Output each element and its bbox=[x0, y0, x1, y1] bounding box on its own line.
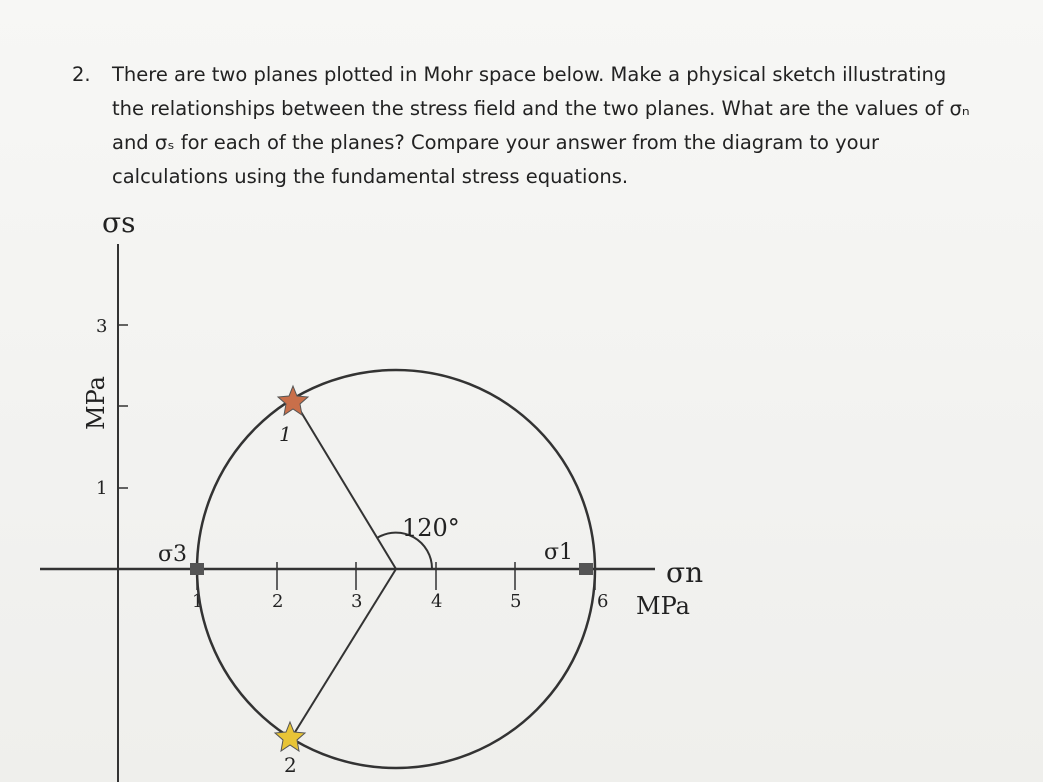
sigma3-marker bbox=[190, 563, 204, 575]
x-tick-label-1: 1 bbox=[192, 591, 204, 612]
plane1-radius bbox=[295, 402, 396, 569]
x-tick-label-6: 6 bbox=[597, 591, 609, 612]
question-line-3-text: and σₛ for each of the planes? Compare your answer from the diagram to your bbox=[112, 131, 879, 154]
question-line-2-text: the relationships between the stress field and the two planes. What are the values of σₙ bbox=[112, 97, 970, 120]
question-number: 2. bbox=[72, 63, 91, 86]
x-ticks bbox=[197, 562, 595, 590]
plane2-label: 2 bbox=[284, 753, 297, 777]
plane1-star-icon bbox=[278, 386, 308, 415]
x-tick-label-2: 2 bbox=[272, 591, 284, 612]
x-tick-label-3: 3 bbox=[351, 591, 363, 612]
angle-label: 120° bbox=[402, 514, 460, 542]
y-tick-label-3: 3 bbox=[96, 316, 108, 337]
plane1-label: 1 bbox=[279, 422, 292, 446]
x-axis-units: MPa bbox=[636, 592, 690, 620]
question-line-1-text: There are two planes plotted in Mohr space below. Make a physical sketch illustrating bbox=[112, 63, 947, 86]
y-axis-label: σs bbox=[102, 206, 136, 239]
y-tick-label-1: 1 bbox=[96, 478, 108, 499]
plane2-star-icon bbox=[275, 722, 305, 751]
sigma1-marker bbox=[579, 563, 593, 575]
question-line-4-text: calculations using the fundamental stress equations. bbox=[112, 165, 629, 188]
y-axis-units: MPa bbox=[82, 376, 110, 430]
x-tick-label-4: 4 bbox=[431, 591, 443, 612]
x-axis-label: σn bbox=[666, 556, 704, 589]
x-tick-label-5: 5 bbox=[510, 591, 522, 612]
plane2-radius bbox=[292, 569, 396, 737]
sigma1-label: σ1 bbox=[544, 540, 574, 565]
sigma3-label: σ3 bbox=[158, 542, 188, 567]
